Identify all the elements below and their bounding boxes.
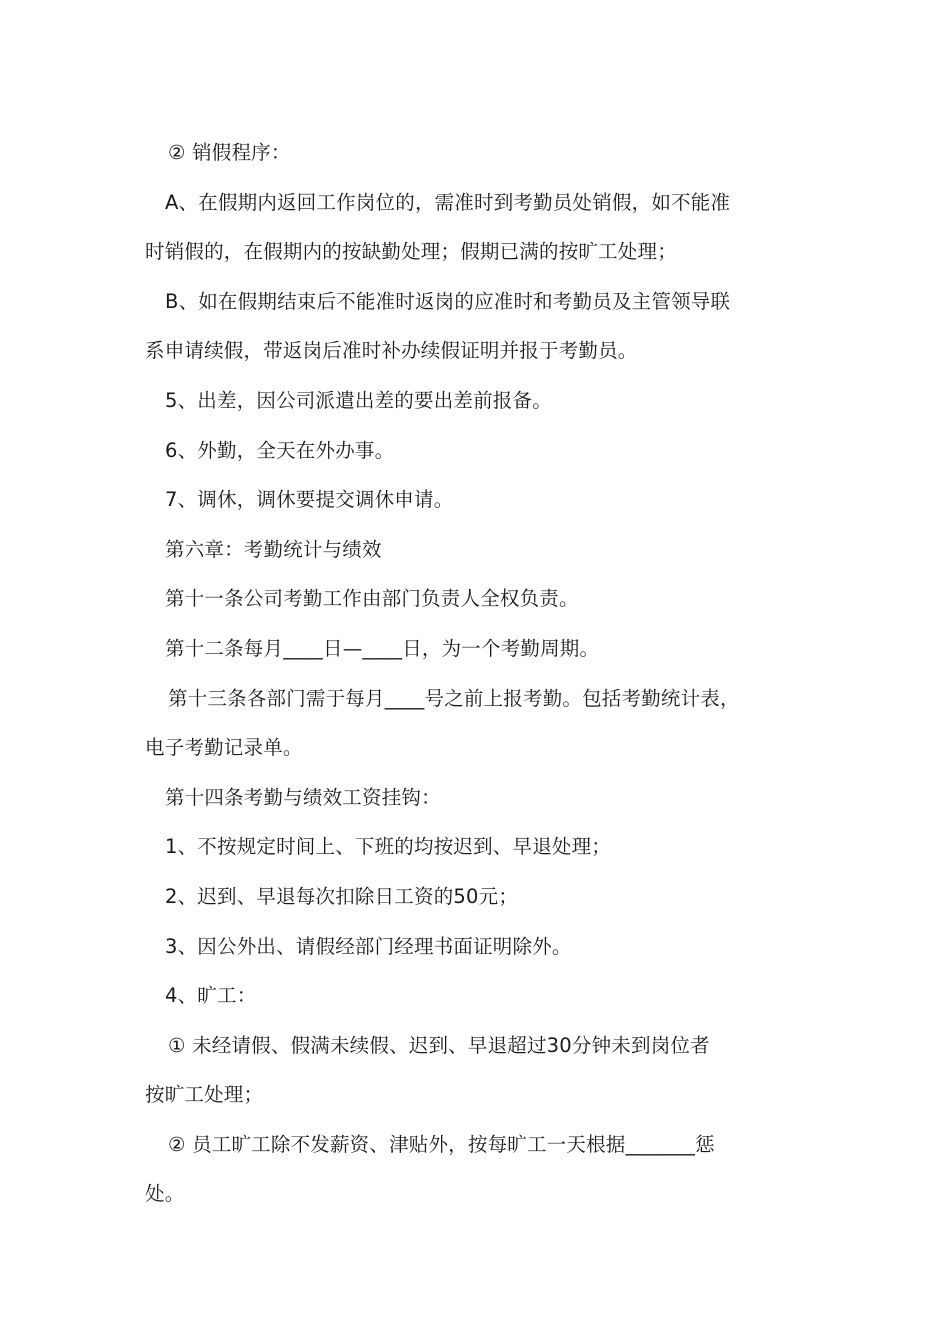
article-14-item-2	[145, 872, 825, 922]
clause-cancel-leave-procedure	[145, 128, 825, 178]
article-14	[145, 773, 825, 823]
text-line: 4、旷工：	[165, 984, 257, 1008]
text-line: ② 员工旷工除不发薪资、津贴外，按每旷工一天根据_______惩	[168, 1132, 715, 1156]
article-12	[145, 624, 825, 674]
text-line: 2、迟到、早退每次扣除日工资的50元；	[165, 884, 519, 908]
absence-rule-1-continuation	[145, 1070, 825, 1120]
text-line: ① 未经请假、假满未续假、迟到、早退超过30分钟未到岗位者	[168, 1033, 710, 1057]
article-14-item-4	[145, 971, 825, 1021]
text-line: 系申请续假，带返岗后准时补办续假证明并报于考勤员。	[145, 339, 638, 363]
text-line: 第十二条每月____日—____日，为一个考勤周期。	[165, 636, 600, 660]
clause-a-first-line	[145, 178, 825, 228]
clause-6-field-work	[145, 426, 825, 476]
article-13-continuation	[145, 723, 825, 773]
absence-rule-1-first-line	[145, 1021, 825, 1071]
text-line: 第十四条考勤与绩效工资挂钩：	[165, 785, 441, 809]
article-11	[145, 574, 825, 624]
chapter-6-heading	[145, 525, 825, 575]
clause-b-continuation	[145, 326, 825, 376]
text-line: 3、因公外出、请假经部门经理书面证明除外。	[165, 934, 572, 958]
absence-rule-2-continuation	[145, 1169, 825, 1219]
clause-5-business-trip	[145, 376, 825, 426]
text-line: 1、不按规定时间上、下班的均按迟到、早退处理；	[165, 835, 612, 859]
absence-rule-2-first-line	[145, 1120, 825, 1170]
clause-a-continuation	[145, 227, 825, 277]
text-line: 第十三条各部门需于每月____号之前上报考勤。包括考勤统计表，	[168, 686, 740, 710]
clause-7-time-off	[145, 475, 825, 525]
article-14-item-3	[145, 922, 825, 972]
text-line: 第十一条公司考勤工作由部门负责人全权负责。	[165, 587, 579, 611]
text-line: 7、调休，调休要提交调休申请。	[165, 488, 454, 512]
text-line: 第六章：考勤统计与绩效	[165, 537, 382, 561]
article-13-first-line	[145, 674, 825, 724]
text-line: ② 销假程序：	[168, 141, 291, 164]
document-body	[145, 128, 825, 1219]
text-line: 按旷工处理；	[145, 1083, 264, 1107]
text-line: 处。	[145, 1182, 185, 1206]
text-line: A、在假期内返回工作岗位的，需准时到考勤员处销假，如不能准	[165, 190, 731, 214]
text-line: B、如在假期结束后不能准时返岗的应准时和考勤员及主管领导联	[165, 289, 731, 313]
text-line: 6、外勤，全天在外办事。	[165, 438, 395, 462]
article-14-item-1	[145, 822, 825, 872]
clause-b-first-line	[145, 277, 825, 327]
text-line: 5、出差，因公司派遣出差的要出差前报备。	[165, 388, 552, 412]
text-line: 电子考勤记录单。	[145, 736, 303, 760]
text-line: 时销假的，在假期内的按缺勤处理；假期已满的按旷工处理；	[145, 240, 677, 264]
